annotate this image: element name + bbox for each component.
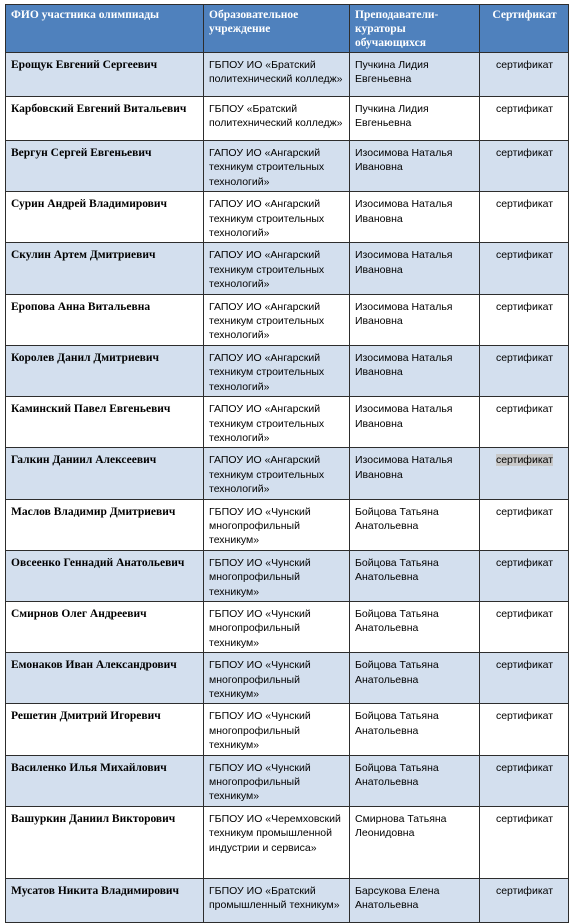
tutor-cell [350,97,480,141]
institution-text: ГБПОУ ИО «Чунский многопрофильный техникум» [209,556,311,598]
tutor-text: Изосимова Наталья Ивановна [355,198,453,225]
tutor-cell [350,704,480,755]
participant-name-text: Карбовский Евгений Витальевич [11,103,187,115]
certificate-cell [480,97,569,141]
certificate-cell [480,397,569,448]
participant-name-cell [6,243,204,294]
participant-name-text: Василенко Илья Михайлович [11,761,167,774]
institution-cell [204,448,350,499]
tutor-cell [350,192,480,243]
certificate-cell [480,499,569,550]
column-header-institution: Образовательное учреждение [204,5,350,53]
participant-name-cell [6,345,204,396]
tutor-text: Бойцова Татьяна Анатольевна [355,505,439,532]
institution-text: ГАПОУ ИО «Ангарский техникум строительных технологий» [209,351,325,393]
certificate-cell [480,806,569,878]
participant-name-cell [6,755,204,806]
participant-name-cell [6,653,204,704]
table-row [6,141,569,192]
institution-cell [204,704,350,755]
table-row [6,550,569,601]
participant-name-text: Мусатов Никита Владимирович [11,884,180,897]
certificate-text: сертификат [495,812,554,825]
participant-name-cell [6,499,204,550]
tutor-cell [350,499,480,550]
institution-cell [204,243,350,294]
participant-name-text: Галкин Даниил Алексеевич [11,454,157,467]
table-row [6,53,569,97]
certificate-cell [480,448,569,499]
tutor-text: Смирнова Татьяна Леонидовна [355,812,447,840]
certificate-cell [480,550,569,601]
institution-text: ГБПОУ ИО «Черемховский техникум промышленной индустрии и сервиса» [209,812,341,854]
institution-cell [204,550,350,601]
certificate-text: сертификат [495,198,554,211]
participant-name-cell [6,192,204,243]
certificate-cell [480,141,569,192]
institution-cell [204,878,350,922]
participant-name-cell [6,878,204,922]
participant-name-cell [6,550,204,601]
tutor-cell [350,294,480,345]
participant-name-text: Емонаков Иван Александрович [11,659,177,672]
tutor-text: Изосимова Наталья Ивановна [355,300,453,328]
tutor-cell [350,53,480,97]
certificate-cell [480,243,569,294]
column-header-tutor: Преподаватели-кураторы обучающихся [350,5,480,53]
tutor-text: Изосимова Наталья Ивановна [355,249,453,276]
participant-name-text: Еропова Анна Витальевна [11,300,151,313]
table-row [6,653,569,704]
institution-text: ГАПОУ ИО «Ангарский техникум строительных технологий» [209,300,325,342]
tutor-text: Бойцова Татьяна Анатольевна [355,659,439,686]
participant-name-cell [6,294,204,345]
table-row [6,448,569,499]
participant-name-text: Каминский Павел Евгеньевич [11,403,171,416]
tutor-cell [350,141,480,192]
institution-cell [204,601,350,652]
table-row [6,499,569,550]
document-page [5,4,569,923]
participant-name-cell [6,53,204,97]
tutor-text: Бойцова Татьяна Анатольевна [355,607,439,635]
institution-text: ГАПОУ ИО «Ангарский техникум строительных технологий» [209,403,325,444]
certificate-text: сертификат [495,59,554,71]
table-row [6,243,569,294]
tutor-cell [350,806,480,878]
certificate-text: сертификат [495,147,554,159]
table-row [6,704,569,755]
tutor-cell [350,878,480,922]
tutor-cell [350,755,480,806]
institution-text: ГБПОУ ИО «Чунский многопрофильный техникум» [209,659,311,700]
institution-cell [204,806,350,878]
participant-name-cell [6,601,204,652]
institution-cell [204,345,350,396]
tutor-text: Пучкина Лидия Евгеньевна [355,59,429,86]
tutor-text: Изосимова Наталья Ивановна [355,351,453,379]
certificate-text: сертификат [495,351,554,364]
tutor-cell [350,601,480,652]
certificate-text: сертификат [495,300,554,313]
table-header-row [6,5,569,53]
certificate-text: сертификат [495,607,554,620]
table-row [6,755,569,806]
institution-cell [204,294,350,345]
tutor-cell [350,653,480,704]
participant-name-cell [6,704,204,755]
participant-name-text: Скулин Артем Дмитриевич [11,249,156,262]
certificate-text: сертификат [495,710,554,723]
institution-text: ГБПОУ ИО «Братский промышленный техникум» [209,884,340,912]
institution-cell [204,192,350,243]
participant-name-text: Маслов Владимир Дмитриевич [11,505,176,518]
institution-text: ГБПОУ ИО «Братский политехнический колледж» [209,59,343,86]
certificate-text: сертификат [495,454,554,467]
institution-cell [204,97,350,141]
participant-name-cell [6,448,204,499]
institution-cell [204,755,350,806]
participant-name-text: Ерощук Евгений Сергеевич [11,59,158,71]
table-row [6,294,569,345]
certificate-cell [480,192,569,243]
participant-name-text: Сурин Андрей Владимирович [11,198,167,211]
certificate-text: сертификат [495,249,554,262]
tutor-cell [350,550,480,601]
institution-text: ГАПОУ ИО «Ангарский техникум строительных технологий» [209,249,325,291]
table-row [6,397,569,448]
tutor-cell [350,243,480,294]
tutor-cell [350,448,480,499]
participant-name-text: Смирнов Олег Андреевич [11,607,147,620]
certificate-cell [480,704,569,755]
participant-name-cell [6,397,204,448]
institution-text: ГАПОУ ИО «Ангарский техникум строительных технологий» [209,198,325,240]
institution-text: ГБПОУ ИО «Чунский многопрофильный техникум» [209,505,311,547]
participant-name-text: Вашуркин Даниил Викторович [11,812,176,825]
tutor-text: Бойцова Татьяна Анатольевна [355,556,439,584]
tutor-cell [350,345,480,396]
institution-cell [204,499,350,550]
table-row [6,97,569,141]
participants-table [5,4,569,923]
table-row [6,806,569,878]
certificate-cell [480,53,569,97]
column-header-certificate: Сертификат [480,5,569,53]
institution-text: ГБПОУ ИО «Чунский многопрофильный техникум» [209,710,311,752]
certificate-cell [480,345,569,396]
participant-name-text: Королев Данил Дмитриевич [11,351,160,364]
certificate-cell [480,601,569,652]
certificate-text: сертификат [495,884,554,897]
tutor-text: Бойцова Татьяна Анатольевна [355,710,439,737]
tutor-text: Изосимова Наталья Ивановна [355,147,453,174]
institution-text: ГАПОУ ИО «Ангарский техникум строительных технологий» [209,454,325,496]
certificate-text: сертификат [495,505,554,518]
institution-cell [204,653,350,704]
tutor-text: Бойцова Татьяна Анатольевна [355,761,439,789]
tutor-text: Барсукова Елена Анатольевна [355,884,440,912]
participant-name-cell [6,97,204,141]
participant-name-cell [6,806,204,878]
tutor-text: Изосимова Наталья Ивановна [355,403,453,430]
participant-name-text: Вергун Сергей Евгеньевич [11,147,152,159]
certificate-text: сертификат [495,659,554,672]
table-row [6,601,569,652]
certificate-text: сертификат [495,103,554,115]
certificate-text: сертификат [495,556,554,569]
column-header-name: ФИО участника олимпиады [6,5,204,53]
tutor-text: Изосимова Наталья Ивановна [355,454,453,481]
certificate-cell [480,755,569,806]
tutor-cell [350,397,480,448]
institution-text: ГБПОУ «Братский политехнический колледж» [209,103,343,130]
certificate-cell [480,294,569,345]
certificate-text: сертификат [495,403,554,416]
table-row [6,345,569,396]
institution-cell [204,397,350,448]
institution-text: ГБПОУ ИО «Чунский многопрофильный техникум» [209,607,311,649]
institution-cell [204,141,350,192]
certificate-cell [480,878,569,922]
institution-cell [204,53,350,97]
table-row [6,878,569,922]
tutor-text: Пучкина Лидия Евгеньевна [355,103,429,130]
institution-text: ГБПОУ ИО «Чунский многопрофильный техникум» [209,761,311,803]
participant-name-cell [6,141,204,192]
institution-text: ГАПОУ ИО «Ангарский техникум строительных технологий» [209,147,325,188]
certificate-text: сертификат [495,761,554,774]
participant-name-text: Решетин Дмитрий Игоревич [11,710,161,723]
certificate-cell [480,653,569,704]
table-row [6,192,569,243]
table-body [6,53,569,923]
participant-name-text: Овсеенко Геннадий Анатольевич [11,556,185,569]
